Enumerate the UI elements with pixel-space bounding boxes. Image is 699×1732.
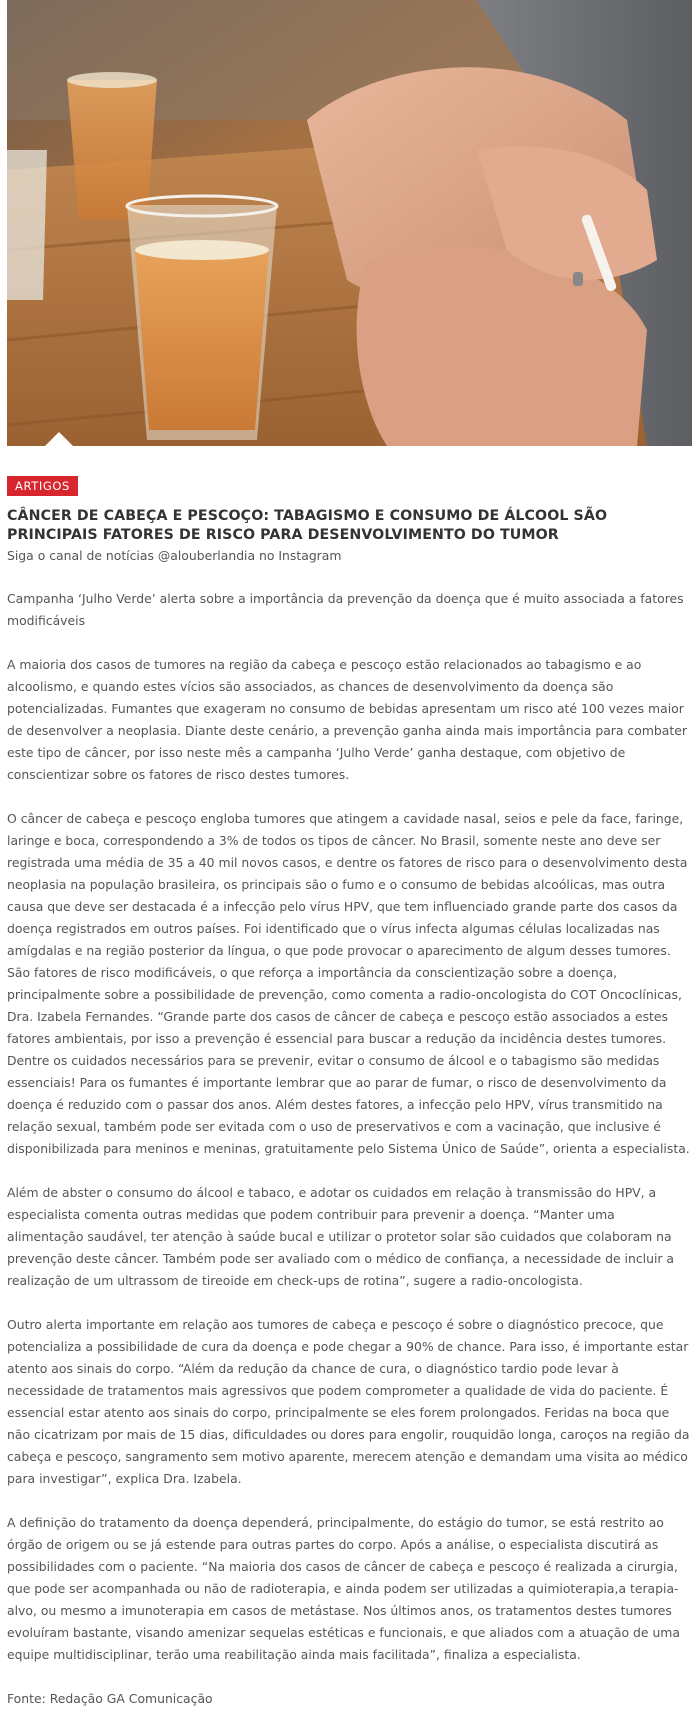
hero-image: [7, 0, 692, 446]
hero-notch: [45, 432, 73, 446]
article-title: CÂNCER DE CABEÇA E PESCOÇO: TABAGISMO E CONSUMO DE ÁLCOOL SÃO PRINCIPAIS FATORES DE RISCO PARA DESENVOLVIMENTO DO TUMOR: [7, 508, 608, 543]
article-paragraph: O câncer de cabeça e pescoço engloba tumores que atingem a cavidade nasal, seios e pele da face, faringe, laringe e boca, correspondendo a 3% de todos os tipos de câncer. No Brasil, somente neste ano deve ser registrada uma média de 35 a 40 mil novos casos, e dentre os fatores de risco para o desenvolvimento desta neoplasia na população brasileira, os principais são o fumo e o consumo de bebidas alcoólicas, mas outra causa que deve ser destacada é a infecção pelo vírus HPV, que tem influenciado grande parte dos casos da doença registrados em outros países. Foi identificado que o vírus infecta algumas células localizadas nas amígdalas e na região posterior da língua, o que pode provocar o aparecimento de algum desses tumores. São fatores de risco modificáveis, o que reforça a importância da conscientização sobre a doença, principalmente sobre a possibilidade de prevenção, como comenta a radio-oncologista do COT Oncoclínicas, Dra. Izabela Fernandes. “Grande parte dos casos de câncer de cabeça e pescoço estão associados a estes fatores ambientais, por isso a prevenção é essencial para buscar a redução da incidência destes tumores. Dentre os cuidados necessários para se prevenir, evitar o consumo de álcool e o tabagismo são medidas essenciais! Para os fumantes é importante lembrar que ao parar de fumar, o risco de desenvolvimento da doença é reduzido com o passar dos anos. Além destes fatores, a infecção pelo HPV, vírus transmitido na relação sexual, também pode ser evitada com o uso de preservativos e com a vacinação, que inclusive é disponibilizada para meninos e meninas, gratuitamente pelo Sistema Único de Saúde”, orienta a especialista.: [7, 811, 690, 1156]
article-container: [7, 0, 692, 1732]
article-paragraph: A maioria dos casos de tumores na região da cabeça e pescoço estão relacionados ao tabagismo e ao alcoolismo, e quando estes vícios são associados, as chances de desenvolvimento da doença são potencializadas. Fumantes que exageram no consumo de bebidas apresentam um risco até 100 vezes maior de desenvolver a neoplasia. Diante deste cenário, a prevenção ganha ainda mais importância para combater este tipo de câncer, por isso neste mês a campanha ‘Julho Verde’ ganha destaque, com objetivo de conscientizar sobre os fatores de risco destes tumores.: [7, 657, 687, 782]
article-paragraph: Outro alerta importante em relação aos tumores de cabeça e pescoço é sobre o diagnóstico precoce, que potencializa a possibilidade de cura da doença e pode chegar a 90% de chance. Para isso, é importante estar atento aos sinais do corpo. “Além da redução da chance de cura, o diagnóstico tardio pode levar à necessidade de tratamentos mais agressivos que podem comprometer a qualidade de vida do paciente. É essencial estar atento aos sinais do corpo, principalmente se eles forem prolongados. Feridas na boca que não cicatrizam por mais de 15 dias, dificuldades ou dores para engolir, rouquidão longa, caroços na região da cabeça e pescoço, sangramento sem motivo aparente, merecem atenção e demandam uma visita ao médico para investigar”, explica Dra. Izabela.: [7, 1317, 690, 1486]
article-body: [7, 588, 692, 1710]
article-paragraph: A definição do tratamento da doença dependerá, principalmente, do estágio do tumor, se está restrito ao órgão de origem ou se já estende para outras partes do corpo. Após a análise, o especialista discutirá as possibilidades com o paciente. “Na maioria dos casos de câncer de cabeça e pescoço é realizada a cirurgia, que pode ser acompanhada ou não de radioterapia, e ainda podem ser utilizadas a quimioterapia,a terapia-alvo, ou mesmo a imunoterapia em casos de metástase. Nos últimos anos, os tratamentos destes tumores evoluíram bastante, visando amenizar sequelas estéticas e funcionais, e que aliados com a atuação de uma equipe multidisciplinar, terão uma reabilitação ainda mais facilitada”, finaliza a especialista.: [7, 1515, 680, 1662]
article-paragraph: Além de abster o consumo do álcool e tabaco, e adotar os cuidados em relação à transmissão do HPV, a especialista comenta outras medidas que podem contribuir para prevenir a doença. “Manter uma alimentação saudável, ter atenção à saúde bucal e utilizar o protetor solar são cuidados que colaboram na prevenção deste câncer. Também pode ser avaliado com o médico de confiança, a necessidade de incluir a realização de um ultrassom de tireoide em check-ups de rotina”, sugere a radio-oncologista.: [7, 1185, 675, 1288]
hero-photo: [7, 0, 692, 446]
article-paragraph: Campanha ‘Julho Verde’ alerta sobre a importância da prevenção da doença que é muito associada a fatores modificáveis: [7, 591, 684, 628]
article-subtitle: Siga o canal de notícias @alouberlandia no Instagram: [7, 548, 342, 563]
article-source: Fonte: Redação GA Comunicação: [7, 1691, 213, 1706]
category-tag[interactable]: ARTIGOS: [7, 476, 78, 496]
